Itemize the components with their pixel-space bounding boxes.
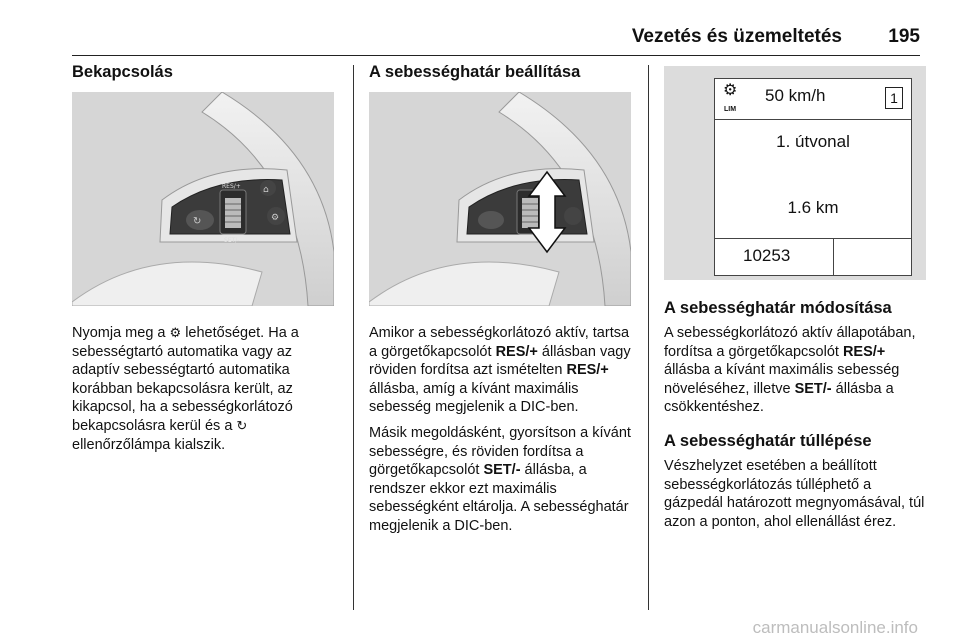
heading-tullepese: A sebességhatár túllépése bbox=[664, 431, 872, 450]
tullepese-text: Vészhelyzet esetében a beállított sebességkorlátozás túlléphető a gázpedál határozott megnyomásával, túl azon a ponton, ahol ellenállást érez. bbox=[664, 457, 925, 530]
steering-wheel-roller-illustration bbox=[369, 92, 631, 306]
dic-route: 1. útvonal bbox=[776, 132, 850, 151]
page-number: 195 bbox=[888, 26, 920, 47]
watermark: carmanualsonline.info bbox=[752, 618, 918, 637]
steering-wheel-figure-2 bbox=[369, 92, 631, 306]
steering-wheel-illustration bbox=[72, 92, 334, 306]
dic-speed: 50 km/h bbox=[765, 86, 826, 105]
column-1 bbox=[72, 62, 340, 461]
svg-text:⚙: ⚙ bbox=[271, 213, 280, 223]
dic-page-indicator: 1 bbox=[885, 87, 903, 109]
lim-label: LIM bbox=[724, 106, 737, 113]
beallitas-text-1: Amikor a sebességkorlátozó aktív, tartsa a görgetőkapcsolót RES/+ állásban vagy röviden fordítsa azt ismételten RES/+ állásba, amíg a kívánt maximális sebesség megjelenik a DIC-ben. bbox=[369, 325, 631, 416]
beallitas-text-2: Másik megoldásként, gyorsítson a kívánt sebességre, és röviden fordítsa a görgetőkapcsolót SET/- állásba, a rendszer ekkor ezt maximális sebességként eltárolja. A sebességhatár megjelenik a DIC-ben. bbox=[369, 424, 631, 534]
header-title: Vezetés és üzemeltetés bbox=[631, 26, 842, 47]
steering-wheel-figure-1 bbox=[72, 92, 334, 306]
column-2 bbox=[369, 62, 637, 543]
set-label: SET/- bbox=[224, 237, 240, 244]
modositasa-text: A sebességkorlátozó aktív állapotában, fordítsa a görgetőkapcsolót RES/+ állásba a kívánt maximális sebesség növeléséhez, illetve SET/- állásba a csökkentéshez. bbox=[664, 325, 916, 416]
speed-limiter-lim-icon: ⚙ bbox=[723, 82, 738, 99]
res-label: RES/+ bbox=[222, 183, 241, 190]
svg-text:↻: ↻ bbox=[193, 216, 202, 227]
bekapcsolas-text: Nyomja meg a ⚙ lehetőséget. Ha a sebességtartó automatika vagy az adaptív sebességtartó automatika korábban bekapcsolásra került, az kikapcsol, ha a sebességkorlátozó bekapcsolásra kerül és a ↻ ellenőrzőlámpa kialszik. bbox=[72, 325, 299, 453]
dic-bottom-divider bbox=[833, 239, 834, 275]
dic-top-row bbox=[715, 79, 911, 120]
header-rule bbox=[72, 55, 920, 56]
heading-sebessseghatar-beallitasa: A sebességhatár beállítása bbox=[369, 63, 581, 81]
speed-limiter-icon: ⚙ bbox=[169, 325, 182, 340]
svg-text:⌂: ⌂ bbox=[263, 185, 269, 195]
page-header bbox=[0, 0, 960, 60]
column-divider-2 bbox=[648, 65, 649, 610]
dic-screen bbox=[714, 78, 912, 276]
column-3 bbox=[664, 62, 926, 538]
cruise-control-lamp-icon: ↻ bbox=[236, 417, 248, 433]
dic-odometer: 10253 bbox=[743, 246, 791, 265]
heading-modositasa: A sebességhatár módosítása bbox=[664, 299, 892, 317]
heading-bekapcsolas: Bekapcsolás bbox=[72, 63, 173, 81]
dic-distance: 1.6 km bbox=[787, 198, 839, 217]
column-divider-1 bbox=[353, 65, 354, 610]
dic-display-figure bbox=[664, 66, 926, 280]
dic-bottom-row bbox=[715, 238, 911, 275]
